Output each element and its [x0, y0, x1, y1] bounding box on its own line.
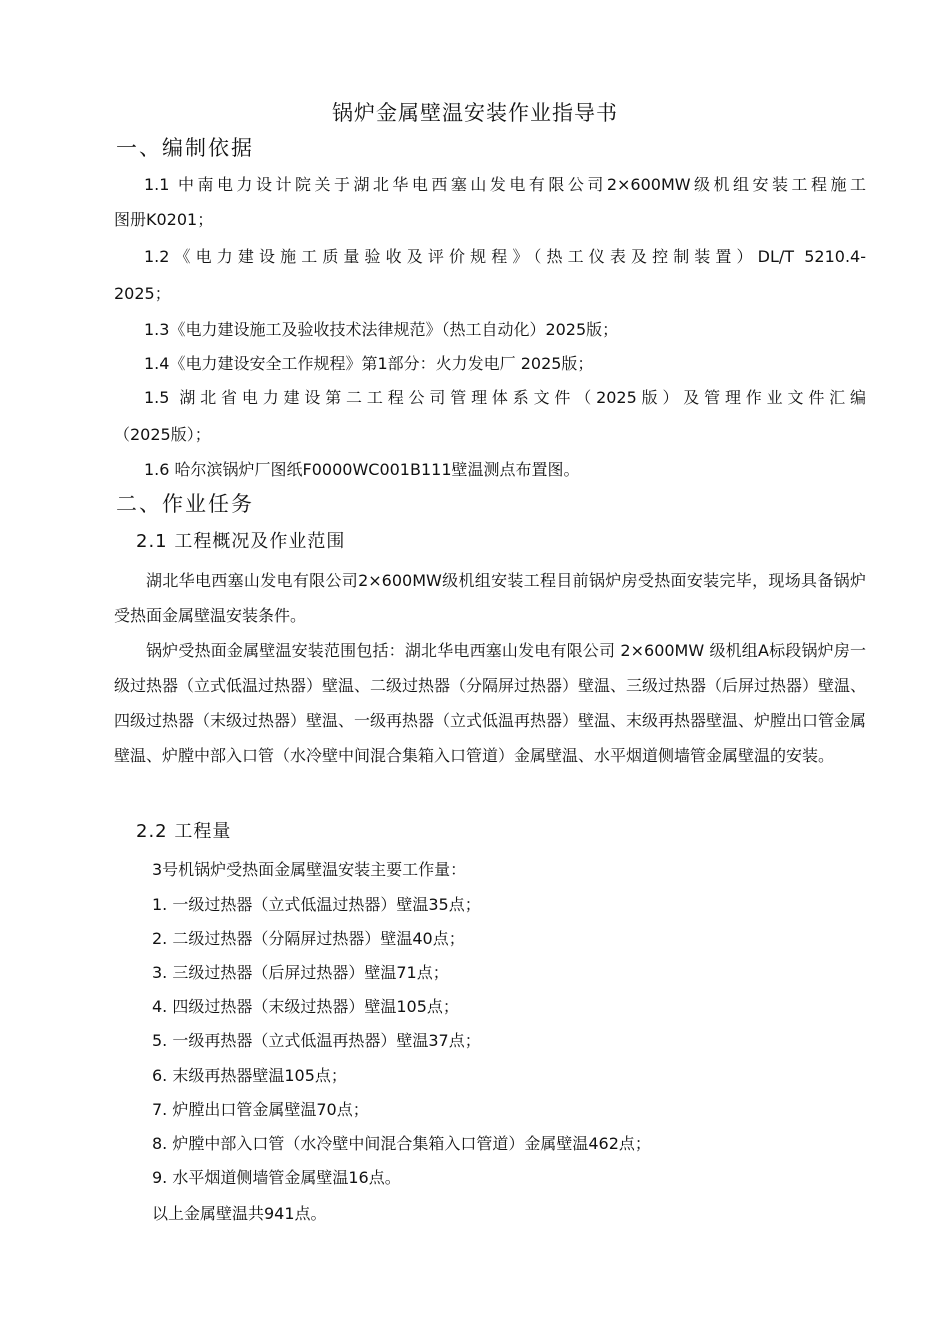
workload-item-1: 1. 一级过热器（立式低温过热器）壁温35点； [152, 895, 481, 914]
workload-item-3: 3. 三级过热器（后屏过热器）壁温71点； [152, 963, 449, 982]
basis-item-1-line1: 1.1 中南电力设计院关于湖北华电西塞山发电有限公司2×600MW级机组安装工程施工 [144, 175, 866, 194]
workload-item-8: 8. 炉膛中部入口管（水冷壁中间混合集箱入口管道）金属壁温462点； [152, 1134, 651, 1153]
workload-item-9: 9. 水平烟道侧墙管金属壁温16点。 [152, 1168, 401, 1187]
overview-paragraph-1: 湖北华电西塞山发电有限公司2×600MW级机组安装工程目前锅炉房受热面安装完毕，现场具备锅炉受热面金属壁温安装条件。 [114, 571, 866, 625]
basis-item-6: 1.6 哈尔滨锅炉厂图纸F0000WC001B111壁温测点布置图。 [144, 460, 580, 479]
basis-item-5-line2: （2025版）； [114, 425, 211, 444]
workload-item-2: 2. 二级过热器（分隔屏过热器）壁温40点； [152, 929, 465, 948]
basis-item-4: 1.4《电力建设安全工作规程》第1部分：火力发电厂 2025版； [144, 354, 594, 373]
subsection-heading-overview: 2.1 工程概况及作业范围 [136, 531, 346, 552]
workload-intro: 3号机锅炉受热面金属壁温安装主要工作量： [152, 860, 467, 879]
section-heading-basis: 一、编制依据 [116, 136, 254, 160]
overview-paragraph-2: 锅炉受热面金属壁温安装范围包括：湖北华电西塞山发电有限公司 2×600MW 级机组A标段锅炉房一级过热器（立式低温过热器）壁温、二级过热器（分隔屏过热器）壁温、三级过热器（后屏过热器）壁温、四级过热器（末级过热器）壁温、一级再热器（立式低温再热器）壁温、末级再热器壁温、炉膛出口管金属壁温、炉膛中部入口管（水冷壁中间混合集箱入口管道）金属壁温、水平烟道侧墙管金属壁温的安装。 [114, 641, 867, 765]
workload-item-7: 7. 炉膛出口管金属壁温70点； [152, 1100, 369, 1119]
subsection-heading-workload: 2.2 工程量 [136, 821, 232, 842]
workload-item-5: 5. 一级再热器（立式低温再热器）壁温37点； [152, 1031, 481, 1050]
basis-item-5-line1: 1.5 湖北省电力建设第二工程公司管理体系文件（2025版）及管理作业文件汇编 [144, 388, 866, 407]
workload-item-4: 4. 四级过热器（末级过热器）壁温105点； [152, 997, 459, 1016]
basis-item-1-line2: 图册K0201； [114, 210, 214, 229]
section-heading-task: 二、作业任务 [116, 492, 254, 516]
workload-item-6: 6. 末级再热器壁温105点； [152, 1066, 347, 1085]
basis-item-3: 1.3《电力建设施工及验收技术法律规范》（热工自动化）2025版； [144, 320, 619, 339]
workload-total: 以上金属壁温共941点。 [152, 1204, 327, 1223]
basis-item-2-line1: 1.2《电力建设施工质量验收及评价规程》（热工仪表及控制装置）DL/T 5210.4- [144, 247, 866, 266]
document-title: 锅炉金属壁温安装作业指导书 [332, 101, 618, 125]
basis-item-2-line2: 2025； [114, 284, 171, 303]
